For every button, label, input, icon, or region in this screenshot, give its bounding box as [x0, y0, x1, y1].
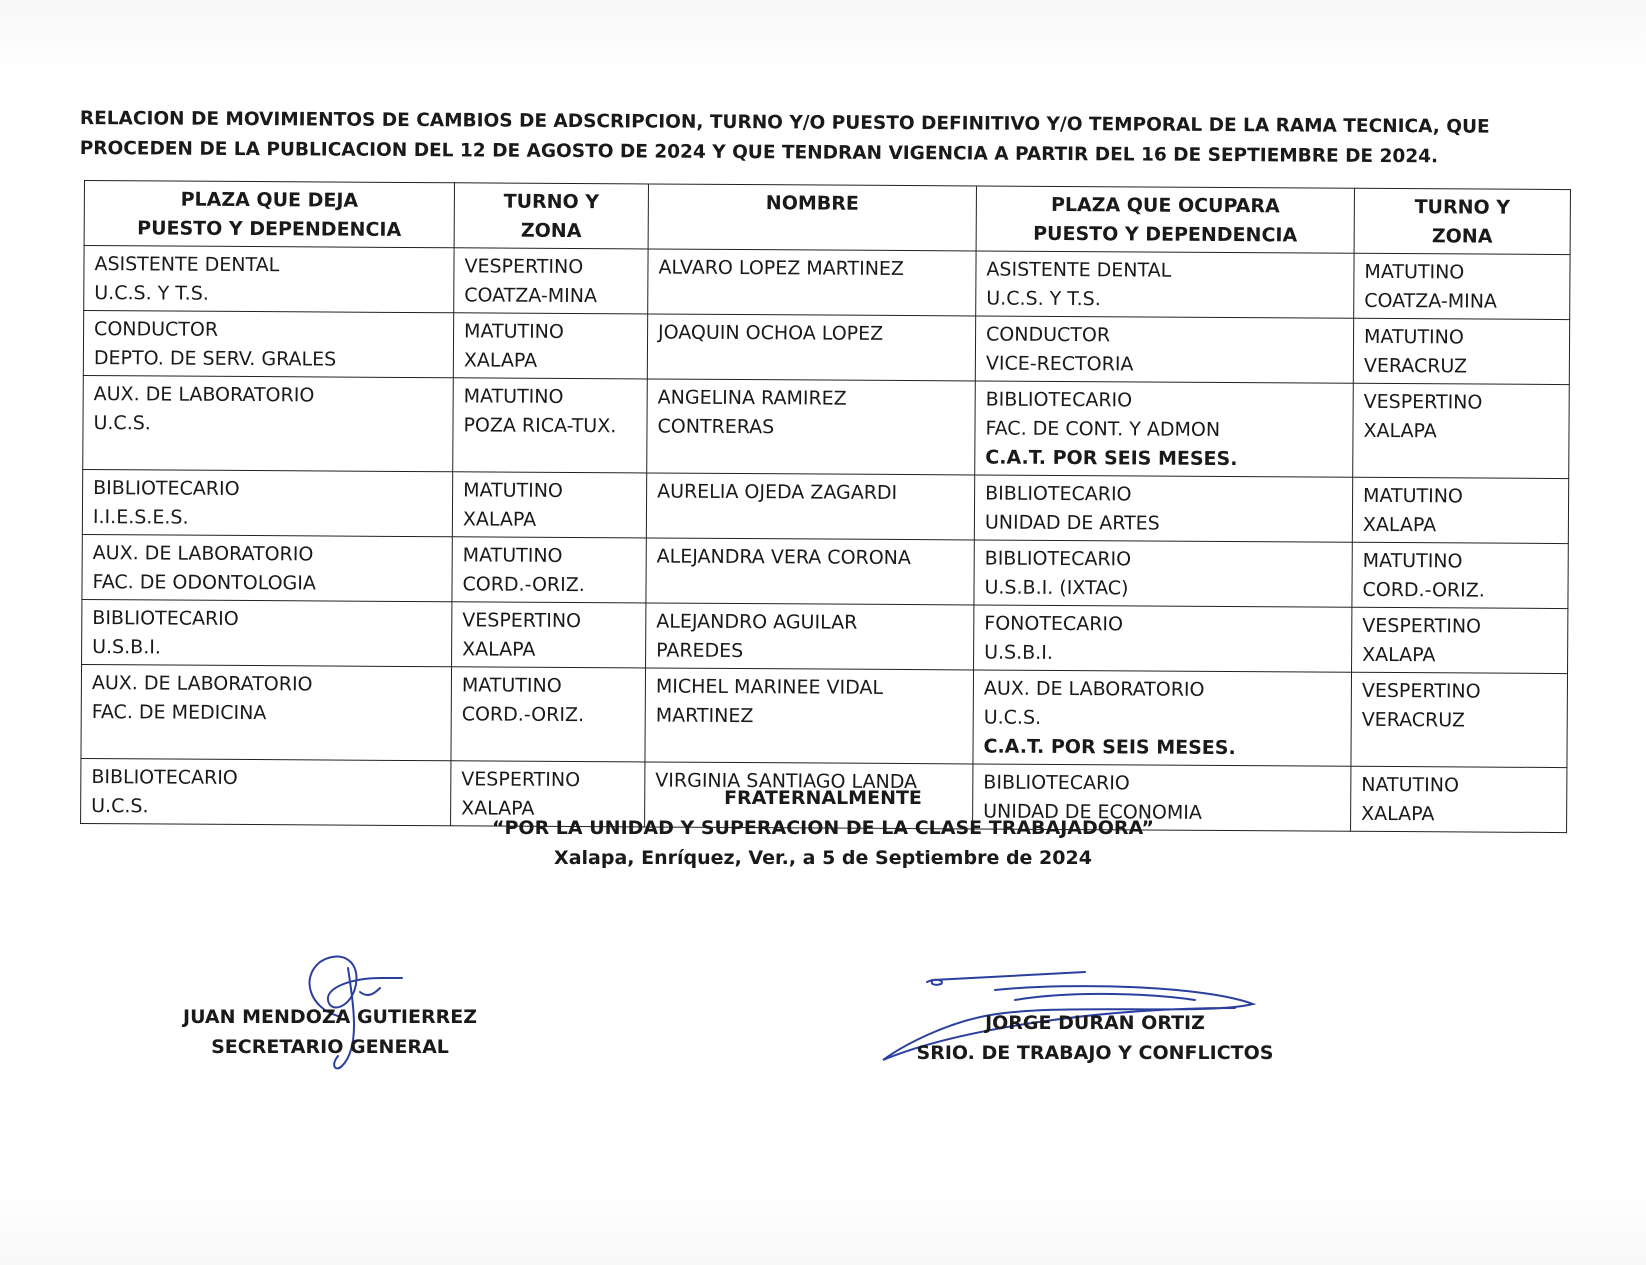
cell-nombre — [648, 249, 976, 316]
cell-plaza-deja — [83, 311, 453, 378]
cell-turno-zona-deja — [452, 602, 646, 668]
cell-turno-zona-ocupara — [1352, 477, 1568, 543]
table-row — [83, 311, 1569, 385]
cell-nombre — [645, 668, 974, 764]
header-text: NOMBRE — [765, 192, 859, 215]
cell-line: MATUTINO — [1364, 260, 1465, 284]
cell-line: VESPERTINO — [461, 768, 581, 792]
cell-plaza-ocupara — [974, 540, 1352, 607]
table-row — [83, 375, 1570, 478]
cell-nombre — [647, 314, 975, 381]
cell-line: BIBLIOTECARIO — [985, 482, 1132, 506]
closing-salutation: FRATERNALMENTE — [724, 787, 922, 809]
cell-line: U.C.S. Y T.S. — [94, 282, 209, 305]
cell-plaza-deja — [83, 375, 454, 471]
cell-line: BIBLIOTECARIO — [983, 771, 1130, 795]
cell-plaza-ocupara — [975, 316, 1353, 383]
cell-line: FAC. DE ODONTOLOGIA — [92, 571, 316, 595]
header-text: PUESTO Y DEPENDENCIA — [1033, 222, 1298, 247]
cell-line: PAREDES — [656, 639, 744, 663]
cell-line: VERACRUZ — [1361, 708, 1465, 732]
cell-nombre — [646, 603, 974, 670]
cell-note: C.A.T. POR SEIS MESES. — [985, 446, 1238, 471]
cell-line: ALEJANDRO AGUILAR — [656, 610, 858, 634]
header-text: PLAZA QUE OCUPARA — [1050, 193, 1280, 218]
cell-line: U.C.S. — [93, 412, 151, 435]
cell-note: C.A.T. POR SEIS MESES. — [983, 735, 1236, 760]
cell-line: VICE-RECTORIA — [985, 352, 1134, 376]
cell-plaza-ocupara — [974, 605, 1352, 672]
movements-table — [80, 180, 1571, 833]
cell-line: ASISTENTE DENTAL — [94, 253, 280, 277]
cell-line: ALEJANDRA VERA CORONA — [656, 545, 912, 570]
cell-line: XALAPA — [461, 797, 535, 820]
signatory-role-right: SRIO. DE TRABAJO Y CONFLICTOS — [916, 1042, 1274, 1064]
cell-line: U.S.B.I. — [984, 641, 1053, 664]
cell-nombre — [647, 379, 976, 475]
cell-line: MATUTINO — [463, 479, 563, 502]
cell-line: BIBLIOTECARIO — [985, 388, 1133, 412]
cell-line: VESPERTINO — [1361, 679, 1481, 703]
header-text: ZONA — [520, 219, 582, 243]
cell-line: MICHEL MARINEE VIDAL — [655, 675, 884, 699]
cell-line: U.C.S. — [983, 706, 1042, 729]
title-line-2: PROCEDEN DE LA PUBLICACION DEL 12 DE AGOSTO DE 2024 Y QUE TENDRAN VIGENCIA A PARTIR DEL 16 DE SEPTIEMBRE DE 2024. — [79, 137, 1439, 168]
table-header-row — [84, 181, 1570, 255]
cell-line: XALAPA — [1362, 513, 1437, 537]
cell-turno-zona-ocupara — [1353, 383, 1570, 478]
cell-turno-zona-ocupara — [1353, 318, 1569, 384]
signatory-role-left: SECRETARIO GENERAL — [211, 1036, 449, 1058]
cell-line: CORD.-ORIZ. — [461, 703, 585, 727]
closing-motto: “POR LA UNIDAD Y SUPERACION DE LA CLASE TRABAJADORA” — [492, 817, 1154, 839]
cell-turno-zona-ocupara — [1352, 607, 1568, 673]
header-text: TURNO Y — [503, 190, 600, 214]
cell-turno-zona-ocupara — [1352, 542, 1568, 608]
table-row — [84, 246, 1570, 320]
cell-plaza-ocupara — [976, 251, 1354, 318]
cell-line: XALAPA — [1362, 643, 1436, 667]
cell-line: U.C.S. — [91, 795, 149, 818]
cell-turno-zona-ocupara — [1354, 253, 1570, 319]
cell-line: DEPTO. DE SERV. GRALES — [93, 347, 337, 371]
cell-line: UNIDAD DE ECONOMIA — [983, 800, 1202, 824]
cell-line: AUX. DE LABORATORIO — [93, 383, 315, 407]
header-turno-zona-deja — [454, 183, 648, 249]
cell-plaza-ocupara — [975, 381, 1354, 477]
cell-line: CORD.-ORIZ. — [1362, 578, 1485, 602]
cell-line: NATUTINO — [1361, 773, 1460, 797]
cell-line: U.S.B.I. — [92, 636, 161, 659]
cell-line: MATUTINO — [464, 320, 564, 343]
cell-line: AUX. DE LABORATORIO — [91, 672, 313, 696]
cell-turno-zona-deja — [452, 537, 646, 603]
cell-line: MATUTINO — [462, 544, 563, 567]
cell-plaza-ocupara — [974, 475, 1352, 542]
cell-line: MATUTINO — [1363, 325, 1464, 349]
cell-line: CORD.-ORIZ. — [462, 573, 585, 597]
cell-nombre — [646, 473, 974, 540]
cell-line: FAC. DE MEDICINA — [91, 701, 267, 725]
signature-left — [160, 1002, 500, 1062]
cell-line: VIRGINIA SANTIAGO LANDA — [655, 769, 918, 794]
cell-line: MATUTINO — [1362, 549, 1463, 573]
cell-turno-zona-deja — [454, 248, 648, 314]
table-row — [82, 599, 1568, 673]
cell-plaza-deja — [81, 664, 452, 760]
header-text: TURNO Y — [1414, 196, 1511, 219]
table-row — [82, 534, 1568, 608]
document-title — [80, 104, 1560, 173]
cell-line: U.S.B.I. (IXTAC) — [984, 576, 1129, 600]
cell-turno-zona-ocupara — [1351, 672, 1568, 767]
cell-line: I.I.E.S.E.S. — [92, 506, 189, 529]
cell-line: FAC. DE CONT. Y ADMON — [985, 417, 1221, 441]
cell-line: ASISTENTE DENTAL — [986, 258, 1172, 282]
cell-line: VESPERTINO — [1363, 390, 1483, 414]
cell-line: AUX. DE LABORATORIO — [92, 542, 314, 566]
header-text: ZONA — [1431, 225, 1493, 248]
cell-line: XALAPA — [462, 508, 537, 531]
header-text: PLAZA QUE DEJA — [180, 188, 359, 212]
cell-line: XALAPA — [1361, 802, 1435, 826]
cell-line: BIBLIOTECARIO — [984, 547, 1132, 571]
header-text: PUESTO Y DEPENDENCIA — [137, 217, 402, 241]
signatory-name-left: JUAN MENDOZA GUTIERREZ — [183, 1006, 477, 1028]
cell-line: XALAPA — [1363, 419, 1437, 443]
cell-plaza-deja — [82, 469, 452, 536]
cell-line: MATUTINO — [461, 674, 562, 697]
cell-line: MATUTINO — [463, 385, 564, 408]
header-nombre — [648, 184, 976, 251]
table-row — [81, 664, 1568, 767]
cell-line: ALVARO LOPEZ MARTINEZ — [658, 256, 905, 281]
cell-turno-zona-deja — [453, 378, 648, 473]
cell-line: XALAPA — [462, 638, 536, 661]
cell-plaza-deja — [82, 534, 452, 601]
table-body — [81, 246, 1571, 833]
cell-line: COATZA-MINA — [464, 284, 598, 308]
cell-line: AURELIA OJEDA ZAGARDI — [657, 480, 898, 504]
cell-line: VESPERTINO — [1362, 614, 1482, 638]
cell-line: COATZA-MINA — [1364, 289, 1498, 313]
movements-table-wrapper — [80, 180, 1570, 833]
cell-line: MARTINEZ — [655, 704, 754, 728]
cell-line: CONDUCTOR — [94, 318, 219, 341]
cell-turno-zona-deja — [453, 313, 647, 379]
closing-block — [0, 783, 1646, 873]
cell-plaza-deja — [82, 599, 452, 666]
cell-turno-zona-deja — [451, 667, 646, 762]
header-plaza-ocupara — [976, 186, 1354, 253]
cell-turno-zona-deja — [452, 472, 646, 538]
cell-line: BIBLIOTECARIO — [92, 607, 239, 630]
cell-line: AUX. DE LABORATORIO — [983, 677, 1205, 701]
cell-line: CONDUCTOR — [986, 323, 1111, 347]
title-line-1: RELACION DE MOVIMIENTOS DE CAMBIOS DE ADSCRIPCION, TURNO Y/O PUESTO DEFINITIVO Y/O TEMPORAL DE LA RAMA TECNICA, QUE — [79, 107, 1490, 138]
header-plaza-deja — [84, 181, 454, 248]
cell-line: VESPERTINO — [464, 255, 584, 279]
cell-line: FONOTECARIO — [984, 612, 1124, 636]
cell-line: UNIDAD DE ARTES — [984, 511, 1160, 535]
cell-line: ANGELINA RAMIREZ — [657, 386, 847, 410]
signatory-name-right: JORGE DURAN ORTIZ — [985, 1012, 1205, 1034]
cell-line: BIBLIOTECARIO — [93, 477, 240, 500]
cell-plaza-ocupara — [973, 670, 1352, 766]
cell-nombre — [646, 538, 974, 605]
cell-line: VERACRUZ — [1363, 354, 1468, 378]
cell-line: CONTRERAS — [657, 415, 775, 439]
cell-line: U.C.S. Y T.S. — [986, 287, 1101, 311]
cell-line: POZA RICA-TUX. — [463, 414, 617, 438]
table-row — [82, 469, 1568, 543]
cell-line: JOAQUIN OCHOA LOPEZ — [658, 321, 884, 345]
cell-plaza-deja — [84, 246, 454, 313]
cell-line: BIBLIOTECARIO — [91, 766, 238, 789]
cell-line: MATUTINO — [1363, 484, 1463, 508]
header-turno-zona-ocupara — [1354, 188, 1570, 254]
closing-place-date: Xalapa, Enríquez, Ver., a 5 de Septiembre de 2024 — [554, 847, 1092, 869]
cell-line: VESPERTINO — [462, 609, 582, 633]
signature-right — [910, 1008, 1280, 1068]
cell-line: XALAPA — [463, 349, 538, 372]
